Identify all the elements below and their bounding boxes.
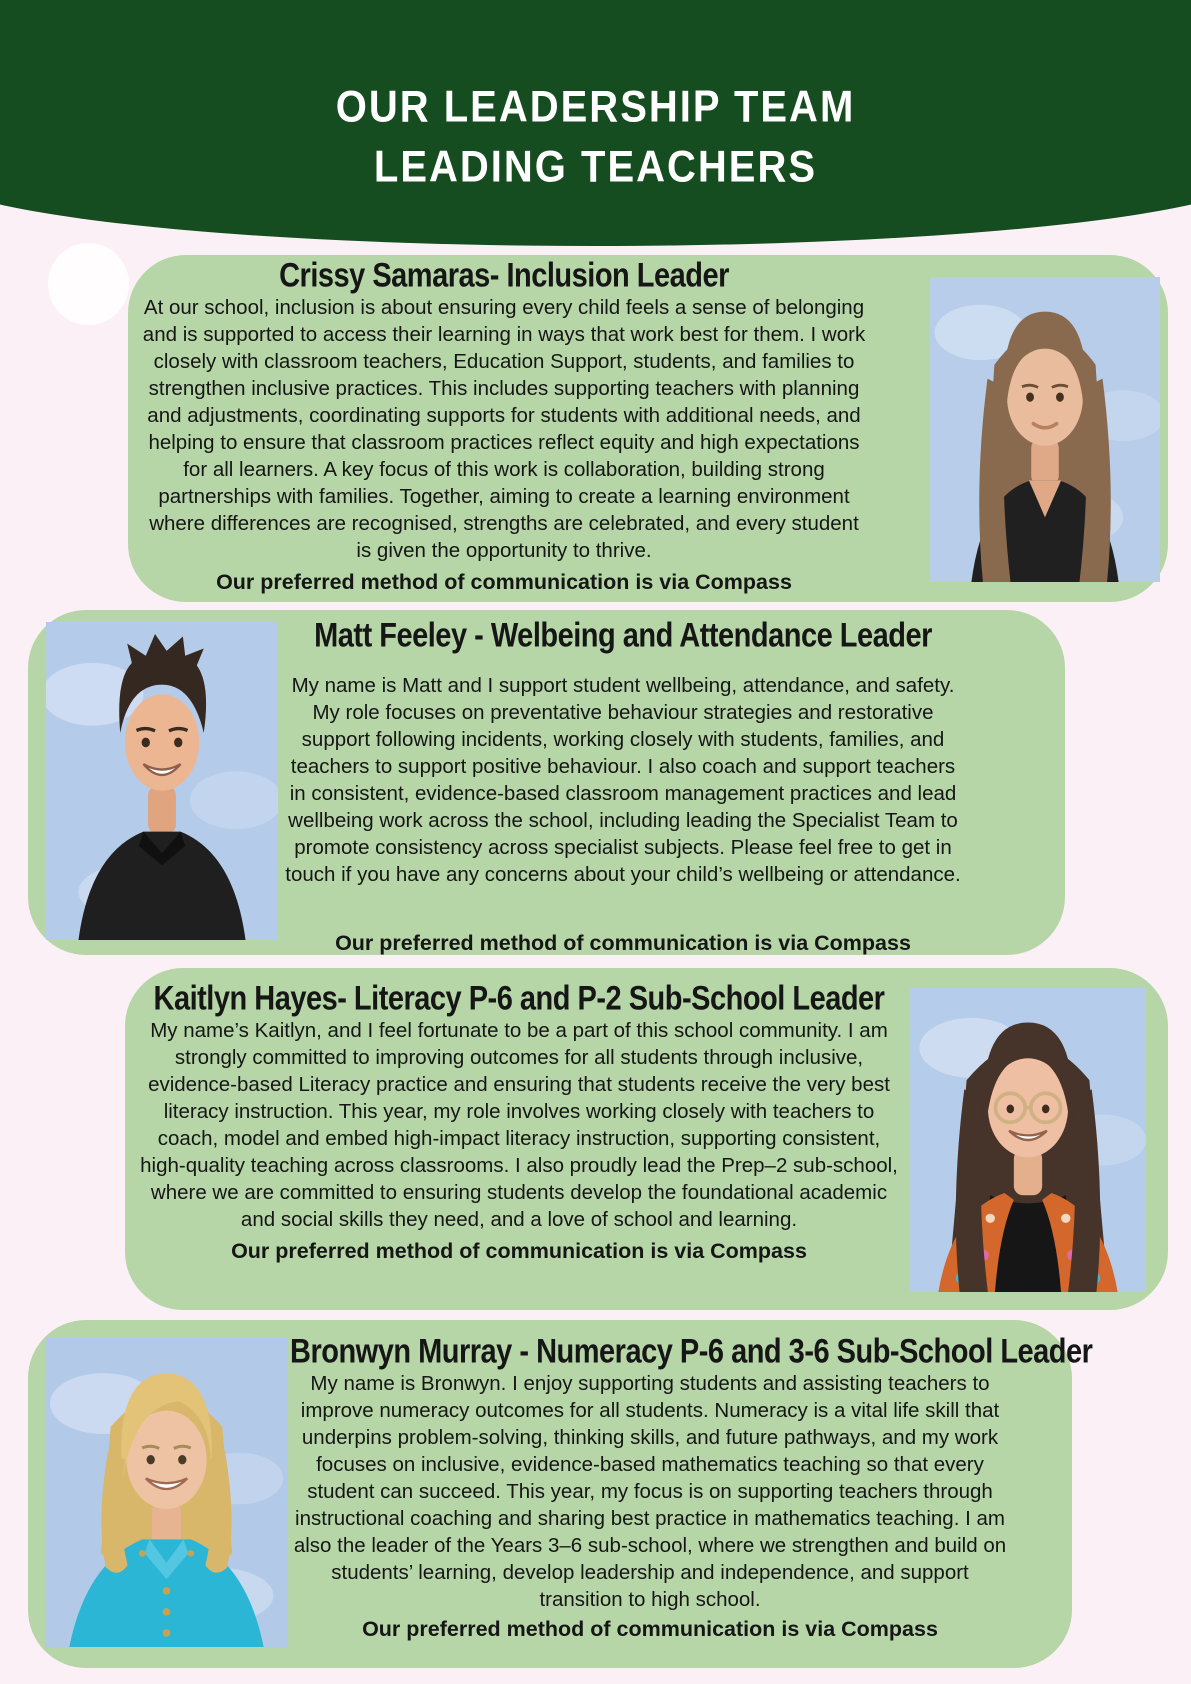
leader-name-title: Bronwyn Murray - Numeracy P-6 and 3-6 Sub-School Leader [290,1333,1093,1371]
leader-name-title: Kaitlyn Hayes- Literacy P-6 and P-2 Sub-School Leader [153,980,885,1018]
leader-card-matt-feeley [28,610,1065,955]
preferred-communication-note: Our preferred method of communication is via Compass [362,1617,938,1641]
leader-bio: My name is Bronwyn. I enjoy supporting students and assisting teachers to improve numeracy outcomes for all students. Numeracy is a vital life skill that underpins problem-solving, thinking skills, and future pathways, and my work focuses on inclusive, evidence-based mathematics teaching so that every student can succeed. This year, my focus is on supporting teachers through instructional coaching and sharing best practice in mathematics teaching. I am also the leader of the Years 3–6 sub-school, where we strengthen and build on students’ learning, develop leadership and independence, and support transition to high school. [293,1372,1007,1611]
decorative-circle [48,243,129,325]
leader-card-content [290,1333,1093,1642]
page-subtitle: LEADING TEACHERS [373,142,818,192]
photo-bronwyn-murray [45,1338,288,1647]
page-title: OUR LEADERSHIP TEAM [335,82,856,132]
preferred-communication-note: Our preferred method of communication is via Compass [335,931,911,955]
photo-matt-feeley [46,622,278,940]
leader-bio: My name’s Kaitlyn, and I feel fortunate to be a part of this school community. I am strongly committed to improving outcomes for all students through inclusive, evidence-based Literacy practice and ensuring that students receive the very best literacy instruction. This year, my role involves working closely with teachers to coach, model and embed high-impact literacy instruction, supporting consistent, high-quality teaching across classrooms. I also proudly lead the Prep–2 sub-school, where we are committed to ensuring students develop the foundational academic and social skills they need, and a love of school and learning. [140,1019,898,1231]
header-banner [0,0,1191,246]
portrait-illustration [910,988,1146,1292]
preferred-communication-note: Our preferred method of communication is via Compass [231,1239,807,1263]
photo-crissy-samaras [930,277,1160,582]
leader-bio: At our school, inclusion is about ensuring every child feels a sense of belonging and is supported to access their learning in ways that work best for them. I work closely with classroom teachers, Education Support, students, and families to strengthen inclusive practices. This includes supporting teachers with planning and adjustments, coordinating supports for students with additional needs, and helping to ensure that classroom practices reflect equity and high expectations for all learners. A key focus of this work is collaboration, building strong partnerships with families. Together, aiming to create a learning environment where differences are recognised, strengths are celebrated, and every student is given the opportunity to thrive. [142,296,866,562]
leader-bio: My name is Matt and I support student wellbeing, attendance, and safety. My role focuses on preventative behaviour strategies and restorative support following incidents, working closely with students, families, and teachers to support positive behaviour. I also coach and support teachers in consistent, evidence-based classroom management practices and lead wellbeing work across the school, including leading the Specialist Team to promote consistency across specialist subjects. Please feel free to get in touch if you have any concerns about your child’s wellbeing or attendance. [285,674,961,886]
leader-card-content [283,617,963,956]
preferred-communication-note: Our preferred method of communication is via Compass [216,570,792,594]
leader-card-content [137,980,901,1264]
portrait-illustration [930,277,1160,582]
leader-card-crissy-samaras [128,255,1168,602]
leader-card-kaitlyn-hayes [125,968,1168,1310]
leader-card-content [142,257,866,595]
portrait-illustration [46,622,278,940]
leader-name-title: Crissy Samaras- Inclusion Leader [279,257,729,295]
photo-kaitlyn-hayes [910,988,1146,1292]
leader-name-title: Matt Feeley - Welbeing and Attendance Leader [314,617,932,655]
portrait-illustration [45,1338,288,1647]
leader-card-bronwyn-murray [28,1320,1093,1668]
